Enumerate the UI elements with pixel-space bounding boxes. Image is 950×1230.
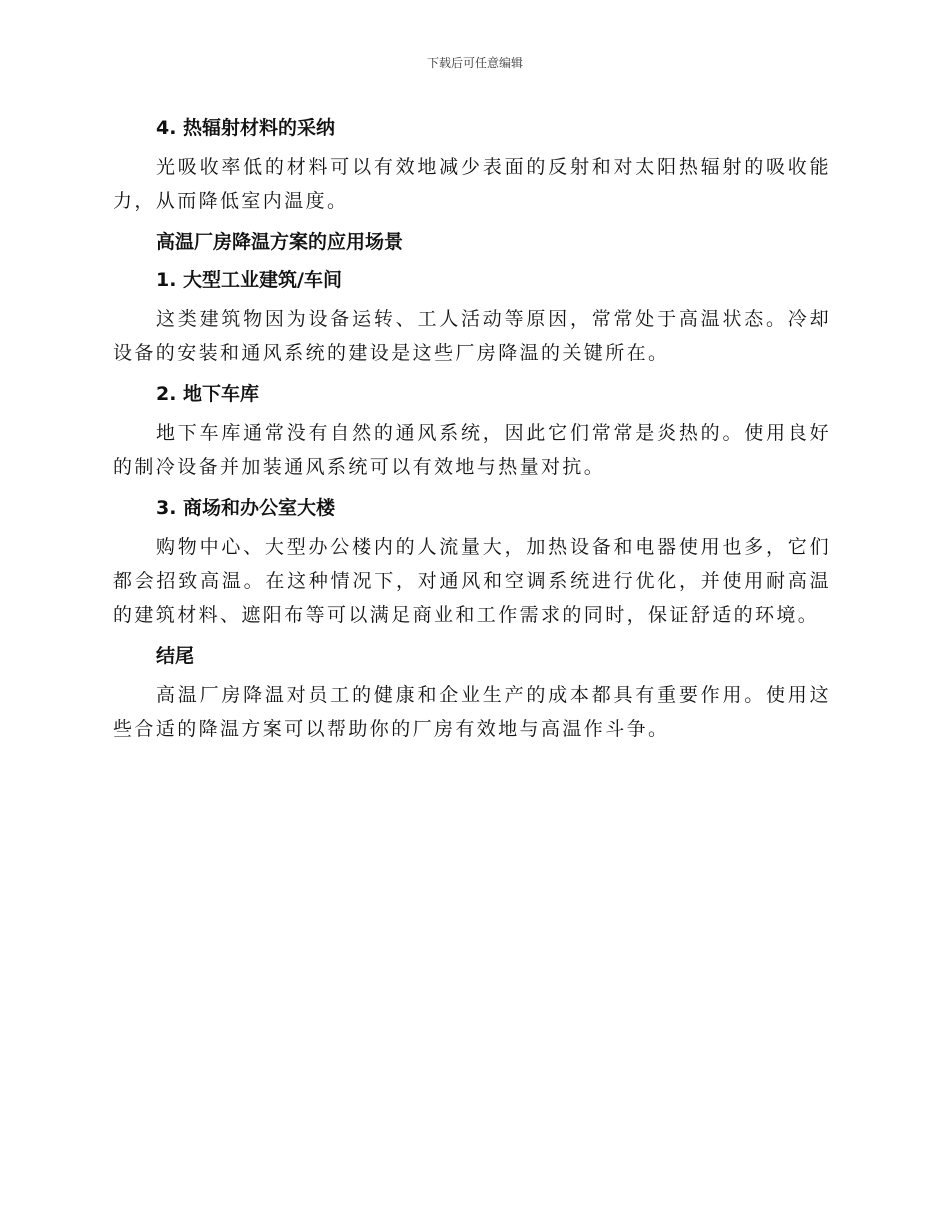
- section-heading-conclusion: 结尾: [156, 645, 195, 667]
- section-heading-underground-garage: 2. 地下车库: [156, 383, 260, 405]
- paragraph-industrial-buildings: 这类建筑物因为设备运转、工人活动等原因，常常处于高温状态。冷却设备的安装和通风系统的建设是这些厂房降温的关键所在。: [113, 308, 831, 364]
- section-heading-malls-offices: 3. 商场和办公室大楼: [156, 497, 336, 519]
- paragraph-conclusion: 高温厂房降温对员工的健康和企业生产的成本都具有重要作用。使用这些合适的降温方案可以帮助你的厂房有效地与高温作斗争。: [113, 684, 831, 740]
- paragraph-underground-garage: 地下车库通常没有自然的通风系统，因此它们常常是炎热的。使用良好的制冷设备并加装通风系统可以有效地与热量对抗。: [113, 422, 831, 478]
- paragraph-malls-offices: 购物中心、大型办公楼内的人流量大，加热设备和电器使用也多，它们都会招致高温。在这种情况下，对通风和空调系统进行优化，并使用耐高温的建筑材料、遮阳布等可以满足商业和工作需求的同时，保证舒适的环境。: [113, 536, 831, 626]
- page-header: 下载后可任意编辑: [426, 56, 523, 70]
- paragraph-thermal-materials: 光吸收率低的材料可以有效地减少表面的反射和对太阳热辐射的吸收能力，从而降低室内温度。: [113, 156, 831, 212]
- section-heading-application-scenarios: 高温厂房降温方案的应用场景: [156, 231, 404, 253]
- section-heading-industrial-buildings: 1. 大型工业建筑/车间: [156, 269, 342, 291]
- section-heading-thermal-materials: 4. 热辐射材料的采纳: [156, 117, 336, 139]
- document-body: [113, 112, 831, 754]
